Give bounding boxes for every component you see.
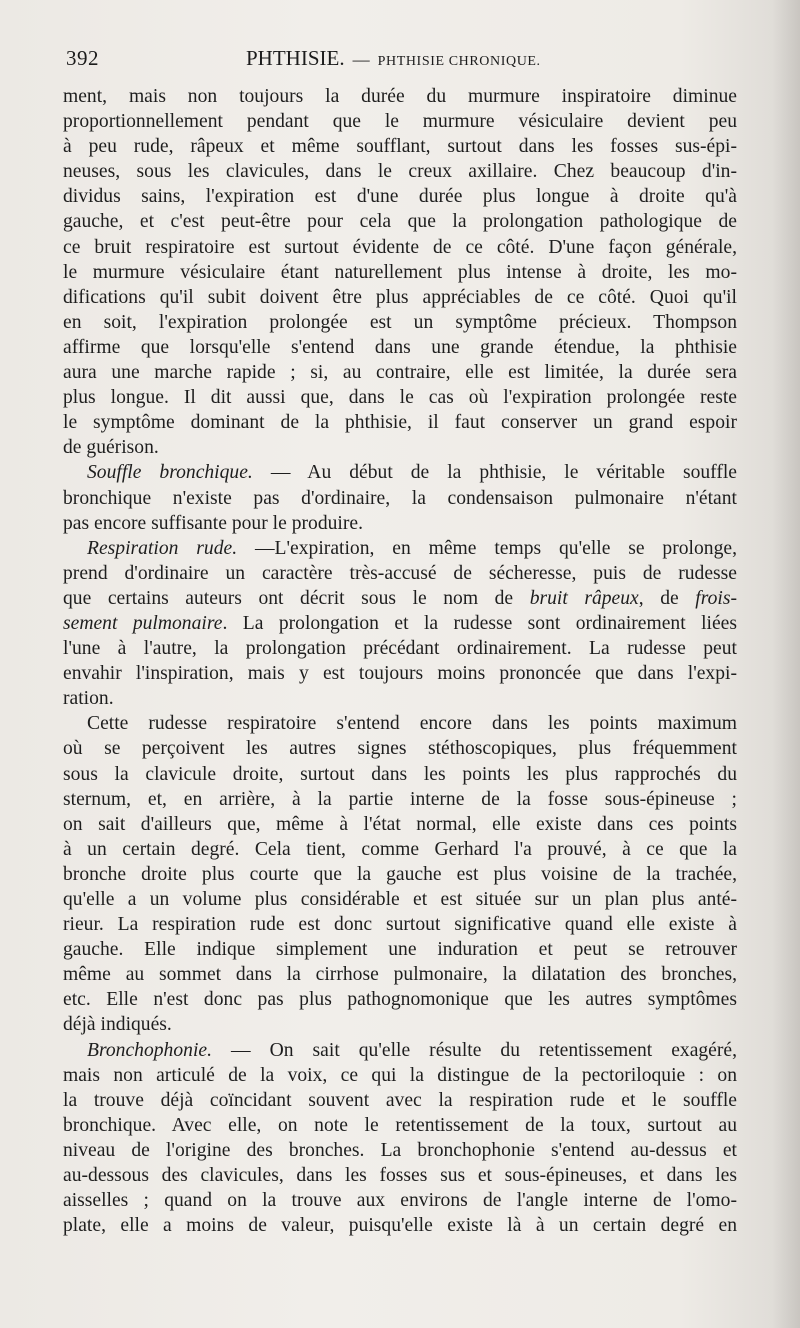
italic-term: sement pulmonaire [63,612,223,634]
italic-term: Bronchophonie. [87,1039,212,1061]
text-run: —L'expiration, en même temps qu'elle se prolonge, [237,537,737,559]
text-line [63,235,737,260]
text-run: la trouve déjà coïncidant souvent avec la respiration rude et le souffle [63,1089,737,1111]
text-line [63,1088,737,1113]
text-line [63,360,737,385]
text-run: difications qu'il subit doivent être plus appréciables de ce côté. Quoi qu'il [63,286,737,308]
text-run: neuses, sous les clavicules, dans le creux axillaire. Chez beaucoup d'in- [63,161,737,183]
text-run: l'une à l'autre, la prolongation précédant ordinairement. La rudesse peut [63,638,737,660]
running-head [246,46,541,71]
text-run: affirme que lorsqu'elle s'entend dans une grande étendue, la phthisie [63,336,737,358]
text-line [63,586,737,611]
text-run: à un certain degré. Cela tient, comme Gerhard l'a prouvé, à ce que la [63,838,737,860]
text-line [63,912,737,937]
text-line [63,561,737,586]
text-line [63,260,737,285]
text-line [63,686,737,711]
text-line [63,1012,737,1037]
text-run: bronchique. Avec elle, on note le retentissement de la toux, surtout au [63,1114,737,1136]
text-run: qu'elle a un volume plus considérable et est située sur un plan plus anté- [63,889,737,910]
text-run: pas encore suffisante pour le produire. [63,512,363,534]
italic-term: bruit râpeux [529,587,639,609]
text-line [63,962,737,987]
text-line [63,460,737,485]
text-run: plus longue. Il dit aussi que, dans le cas où l'expiration prolongée reste [63,387,737,409]
text-run: aisselles ; quand on la trouve aux environs de l'angle interne de l'omo- [63,1190,737,1212]
text-line [63,1163,737,1188]
text-run: au-dessous des clavicules, dans les fosses sus et sous-épineuses, et dans les [63,1165,737,1187]
text-run: en soit, l'expiration prolongée est un symptôme précieux. Thompson [63,311,737,333]
text-run: gauche, et c'est peut-être pour cela que la prolongation pathologique de [63,211,737,233]
text-line [63,636,737,661]
running-head-separator: — [352,50,370,69]
text-line [63,184,737,209]
text-run: aura une marche rapide ; si, au contraire, elle est limitée, la durée sera [63,362,737,384]
text-line [63,159,737,184]
text-run: . La prolongation et la rudesse sont ordinairement liées [222,612,737,634]
italic-term: frois- [695,587,737,609]
page-edge-shadow [772,0,800,1328]
text-run: où se perçoivent les autres signes stéthoscopiques, plus fréquemment [63,738,737,760]
text-line [63,862,737,887]
text-run: on sait d'ailleurs que, même à l'état normal, elle existe dans ces points [63,813,737,835]
text-line [63,435,737,460]
text-line [63,661,737,686]
running-head-subtitle: PHTHISIE CHRONIQUE. [377,54,541,69]
text-run: plate, elle a moins de valeur, puisqu'elle existe là à un certain degré en [63,1215,737,1237]
text-line [63,109,737,134]
text-line [63,611,737,636]
text-run: ment, mais non toujours la durée du murmure inspiratoire diminue [63,86,737,107]
text-run: envahir l'inspiration, mais y est toujours moins prononcée que dans l'expi- [63,663,737,685]
italic-term: Respiration rude. [87,537,238,559]
running-head-title: PHTHISIE. [246,46,345,70]
text-run: — On sait qu'elle résulte du retentissement exagéré, [211,1039,737,1061]
text-line [63,536,737,561]
text-run: Cette rudesse respiratoire s'entend encore dans les points maximum [87,713,737,735]
text-run: dividus sains, l'expiration est d'une durée plus longue à droite qu'à [63,186,737,208]
text-line [63,134,737,159]
text-run: même au sommet dans la cirrhose pulmonaire, la dilatation des bronches, [63,964,737,986]
italic-term: Souffle bronchique. [87,462,253,484]
text-run: à peu rude, râpeux et même soufflant, surtout dans les fosses sus-épi- [63,136,737,158]
text-line [63,511,737,536]
text-line [63,837,737,862]
text-line [63,1038,737,1063]
text-line [63,486,737,511]
text-run: ce bruit respiratoire est surtout évidente de ce côté. D'une façon générale, [63,236,737,258]
text-line [63,987,737,1012]
text-run: sous la clavicule droite, surtout dans les points les plus rapprochés du [63,763,737,785]
text-run: le symptôme dominant de la phthisie, il faut conserver un grand espoir [63,412,737,434]
text-run: ration. [63,688,114,710]
text-run: , de [638,587,696,609]
text-run: déjà indiqués. [63,1014,172,1036]
text-line [63,937,737,962]
text-run: rieur. La respiration rude est donc surtout significative quand elle existe à [63,914,737,936]
text-run: bronchique n'existe pas d'ordinaire, la condensaison pulmonaire n'étant [63,487,737,509]
text-line [63,887,737,912]
text-line [63,84,737,109]
text-run: que certains auteurs ont décrit sous le nom de [63,587,530,609]
text-run: mais non articulé de la voix, ce qui la distingue de la pectoriloquie : on [63,1064,737,1086]
text-line [63,1213,737,1238]
text-line [63,762,737,787]
text-line [63,385,737,410]
text-line [63,310,737,335]
text-line [63,410,737,435]
page-number: 392 [66,46,99,70]
text-line [63,335,737,360]
text-run: etc. Elle n'est donc pas plus pathognomonique que les autres symptômes [63,989,737,1011]
text-line [63,736,737,761]
text-line [63,1188,737,1213]
running-header [66,46,736,76]
text-run: prend d'ordinaire un caractère très-accusé de sécheresse, puis de rudesse [63,562,737,584]
text-run: — Au début de la phthisie, le véritable souffle [252,462,738,484]
text-run: niveau de l'origine des bronches. La bronchophonie s'entend au-dessus et [63,1139,737,1161]
text-line [63,711,737,736]
text-run: gauche. Elle indique simplement une induration et peut se retrouver [63,939,737,961]
text-line [63,1113,737,1138]
text-line [63,812,737,837]
text-run: sternum, et, en arrière, à la partie interne de la fosse sous-épineuse ; [63,788,737,810]
text-line [63,209,737,234]
text-line [63,1138,737,1163]
text-line [63,787,737,812]
text-line [63,1063,737,1088]
text-run: bronche droite plus courte que la gauche est plus voisine de la trachée, [63,863,737,885]
body-text [63,84,737,1238]
text-run: le murmure vésiculaire étant naturellement plus intense à droite, les mo- [63,261,737,283]
text-line [63,285,737,310]
text-run: proportionnellement pendant que le murmure vésiculaire devient peu [63,111,737,133]
text-run: de guérison. [63,437,159,459]
